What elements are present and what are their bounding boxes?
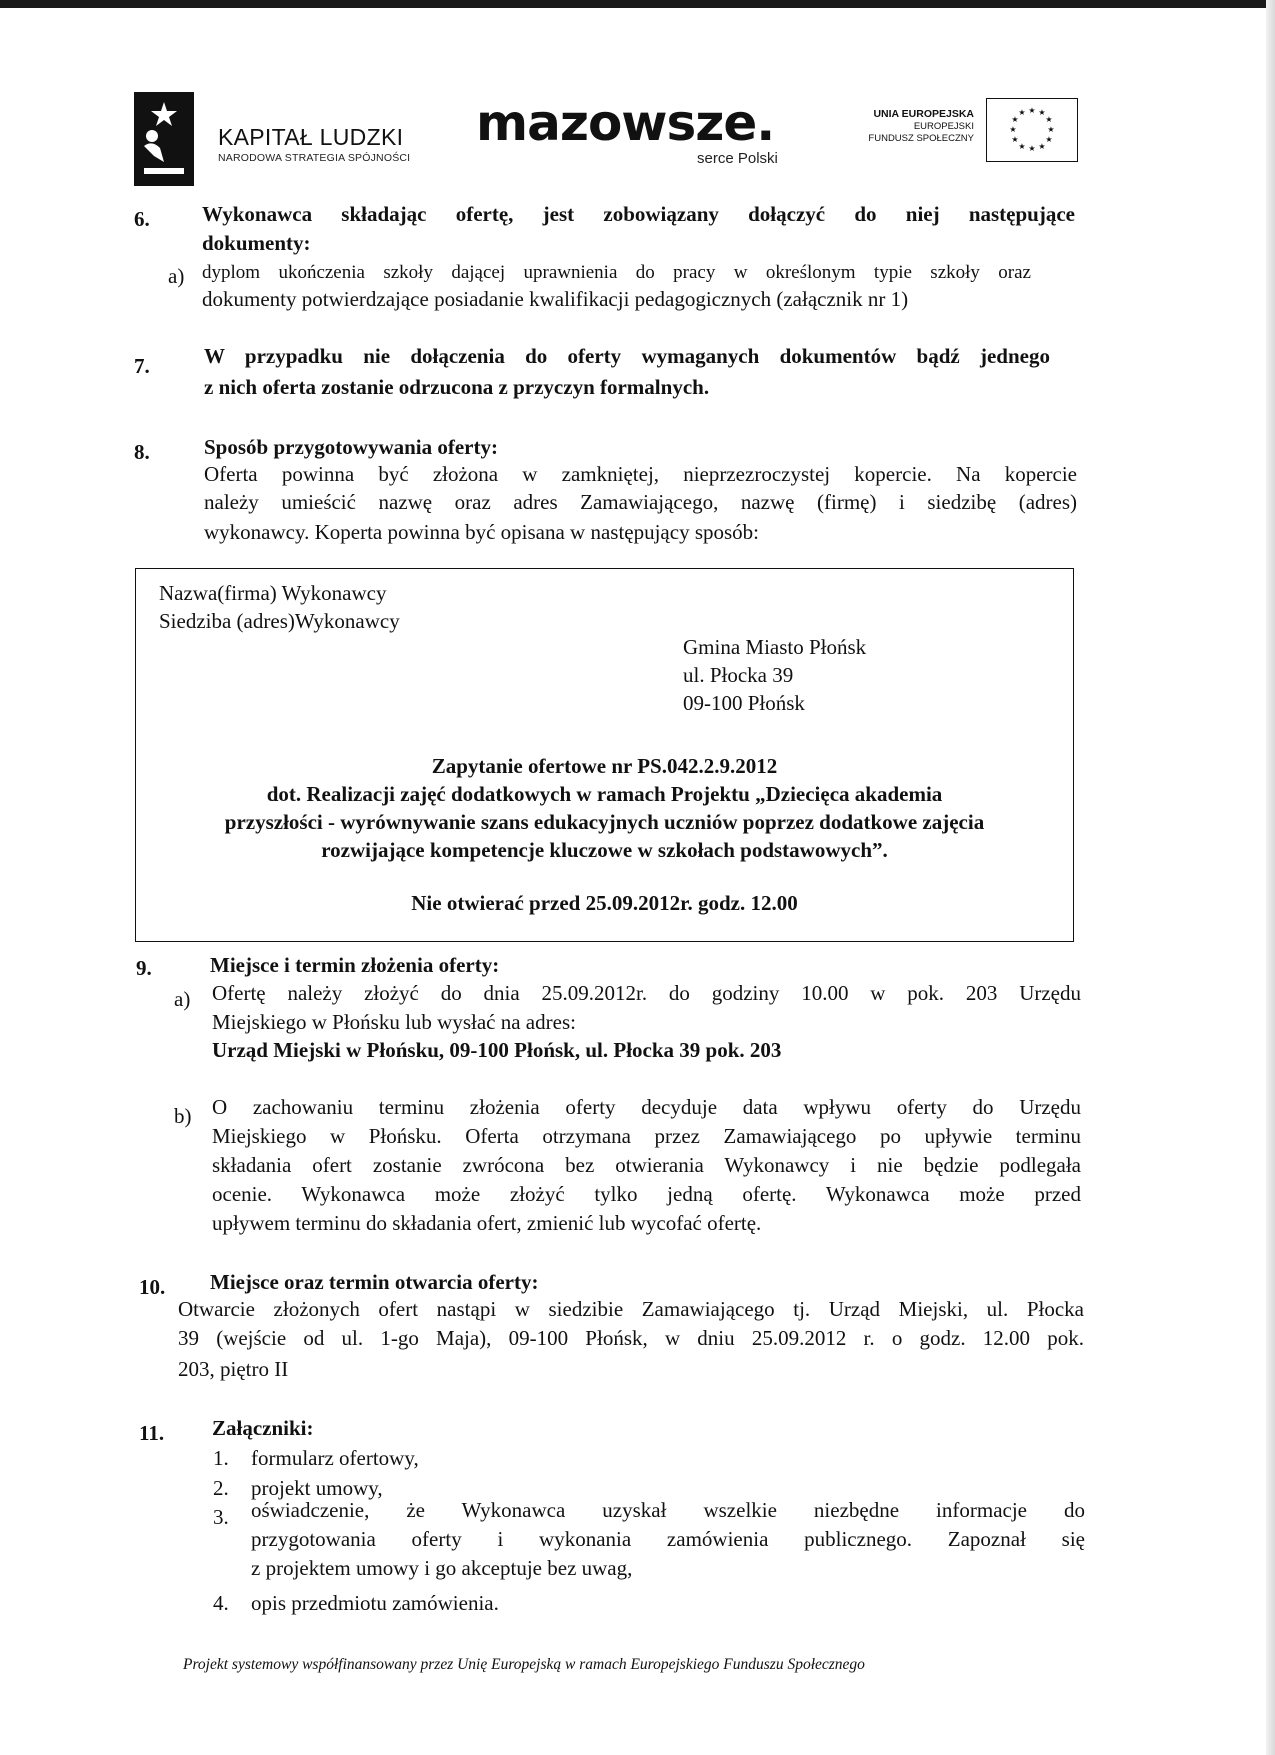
section-9-number: 9.	[136, 956, 152, 980]
envelope-do-not-open: Nie otwierać przed 25.09.2012r. godz. 12.00	[411, 891, 798, 915]
scan-edge-right	[1266, 0, 1275, 1755]
section-8-line-3: wykonawcy. Koperta powinna być opisana w następujący sposób:	[204, 520, 760, 544]
envelope-subject-line-4: rozwijające kompetencje kluczowe w szkołach podstawowych”.	[321, 838, 888, 862]
section-9-b-line-4: ocenie. Wykonawca może złożyć tylko jedną ofertę. Wykonawca może przed	[212, 1182, 1081, 1206]
svg-text:★: ★	[1038, 108, 1046, 117]
section-9-b-marker: b)	[174, 1104, 192, 1128]
envelope-address-line-2: ul. Płocka 39	[683, 663, 794, 687]
svg-text:★: ★	[1018, 108, 1026, 117]
eu-line-3: FUNDUSZ SPOŁECZNY	[868, 133, 974, 144]
section-11-title: Załączniki:	[212, 1416, 314, 1440]
attachment-2-text: projekt umowy,	[251, 1476, 383, 1500]
svg-text:★: ★	[1011, 115, 1019, 124]
section-9-b-line-1: O zachowaniu terminu złożenia oferty decyduje data wpływu oferty do Urzędu	[212, 1095, 1081, 1119]
scan-edge-top	[0, 0, 1275, 8]
attachment-2-number: 2.	[213, 1476, 229, 1500]
mazowsze-logo-text: mazowsze.	[476, 94, 775, 152]
section-7-number: 7.	[134, 354, 150, 378]
footer-note: Projekt systemowy współfinansowany przez Unię Europejską w ramach Europejskiego Funduszu Społecznego	[183, 1656, 865, 1673]
mazowsze-logo	[476, 94, 774, 152]
eu-line-1: UNIA EUROPEJSKA	[873, 108, 974, 120]
section-6-a-line-1: dyplom ukończenia szkoły dającej uprawnienia do pracy w określonym typie szkoły oraz	[202, 262, 1031, 283]
section-10-title: Miejsce oraz termin otwarcia oferty:	[210, 1270, 539, 1294]
envelope-sender-line-2: Siedziba (adres)Wykonawcy	[159, 609, 400, 633]
attachment-3-line-1: oświadczenie, że Wykonawca uzyskał wszelkie niezbędne informacje do	[251, 1498, 1085, 1522]
section-9-a-marker: a)	[174, 987, 191, 1011]
section-6-a-line-2: dokumenty potwierdzające posiadanie kwalifikacji pedagogicznych (załącznik nr 1)	[202, 287, 909, 311]
eu-text	[868, 108, 974, 145]
section-10-line-1: Otwarcie złożonych ofert nastąpi w siedzibie Zamawiającego tj. Urząd Miejski, ul. Płocka	[178, 1297, 1084, 1321]
eu-flag-icon	[986, 98, 1078, 162]
section-7-line-2: z nich oferta zostanie odrzucona z przyczyn formalnych.	[204, 375, 710, 399]
kapital-ludzki-subtitle: NARODOWA STRATEGIA SPÓJNOŚCI	[218, 152, 411, 164]
section-6-number: 6.	[134, 207, 150, 231]
envelope-address-line-3: 09-100 Płońsk	[683, 691, 805, 715]
section-9-a-line-2: Miejskiego w Płońsku lub wysłać na adres:	[212, 1010, 576, 1034]
svg-text:★: ★	[1009, 125, 1017, 134]
attachment-1-number: 1.	[213, 1446, 229, 1470]
attachment-4-text: opis przedmiotu zamówienia.	[251, 1591, 499, 1615]
attachment-3-line-3: z projektem umowy i go akceptuje bez uwag,	[251, 1556, 633, 1580]
section-8-title: Sposób przygotowywania oferty:	[204, 435, 498, 459]
svg-text:★: ★	[1038, 142, 1046, 151]
section-8-line-2: należy umieścić nazwę oraz adres Zamawiającego, nazwę (firmę) i siedzibę (adres)	[204, 490, 1077, 514]
section-11-number: 11.	[139, 1421, 165, 1445]
section-8-line-1: Oferta powinna być złożona w zamkniętej, nieprzezroczystej kopercie. Na kopercie	[204, 462, 1077, 486]
section-6-title-line-2: dokumenty:	[202, 231, 311, 255]
section-10-line-2: 39 (wejście od ul. 1-go Maja), 09-100 Płońsk, w dniu 25.09.2012 r. o godz. 12.00 pok.	[178, 1326, 1084, 1350]
section-9-a-line-1: Ofertę należy złożyć do dnia 25.09.2012r. do godziny 10.00 w pok. 203 Urzędu	[212, 981, 1081, 1005]
kapital-ludzki-logo	[134, 92, 194, 186]
section-9-b-line-5: upływem terminu do składania ofert, zmienić lub wycofać ofertę.	[212, 1211, 762, 1235]
section-8-number: 8.	[134, 440, 150, 464]
svg-text:★: ★	[1045, 135, 1053, 144]
section-6-a-marker: a)	[168, 264, 185, 288]
envelope-subject-line-3: przyszłości - wyrównywanie szans edukacyjnych uczniów poprzez dodatkowe zajęcia	[224, 810, 985, 834]
envelope-box	[135, 568, 1074, 942]
svg-text:★: ★	[1028, 106, 1036, 115]
svg-text:★: ★	[1028, 144, 1036, 153]
attachment-1-text: formularz ofertowy,	[251, 1446, 419, 1470]
mazowsze-subtitle: serce Polski	[697, 150, 778, 167]
svg-text:★: ★	[1045, 115, 1053, 124]
svg-text:★: ★	[1011, 135, 1019, 144]
envelope-sender-line-1: Nazwa(firma) Wykonawcy	[159, 581, 387, 605]
svg-text:★: ★	[1047, 125, 1055, 134]
section-7-line-1: W przypadku nie dołączenia do oferty wymaganych dokumentów bądź jednego	[204, 344, 1050, 368]
envelope-address-line-1: Gmina Miasto Płońsk	[683, 635, 867, 659]
attachment-3-number: 3.	[213, 1505, 229, 1529]
svg-text:★: ★	[1018, 142, 1026, 151]
attachment-4-number: 4.	[213, 1591, 229, 1615]
kapital-ludzki-title: KAPITAŁ LUDZKI	[218, 124, 404, 150]
section-9-title: Miejsce i termin złożenia oferty:	[210, 953, 500, 977]
section-10-line-3: 203, piętro II	[178, 1357, 289, 1381]
eu-line-2: EUROPEJSKI	[913, 121, 974, 133]
section-6-title-line-1: Wykonawca składając ofertę, jest zobowiązany dołączyć do niej następujące	[202, 202, 1075, 226]
attachment-3-line-2: przygotowania oferty i wykonania zamówienia publicznego. Zapoznał się	[251, 1527, 1085, 1551]
envelope-subject-line-1: Zapytanie ofertowe nr PS.042.2.9.2012	[431, 754, 778, 778]
section-9-b-line-2: Miejskiego w Płońsku. Oferta otrzymana przez Zamawiającego po upływie terminu	[212, 1124, 1081, 1148]
envelope-subject-line-2: dot. Realizacji zajęć dodatkowych w ramach Projektu „Dziecięca akademia	[266, 782, 943, 806]
section-9-b-line-3: składania ofert zostanie zwrócona bez otwierania Wykonawcy i nie będzie podlegała	[212, 1153, 1081, 1177]
section-10-number: 10.	[139, 1275, 166, 1299]
section-9-a-line-3: Urząd Miejski w Płońsku, 09-100 Płońsk, ul. Płocka 39 pok. 203	[212, 1038, 782, 1062]
